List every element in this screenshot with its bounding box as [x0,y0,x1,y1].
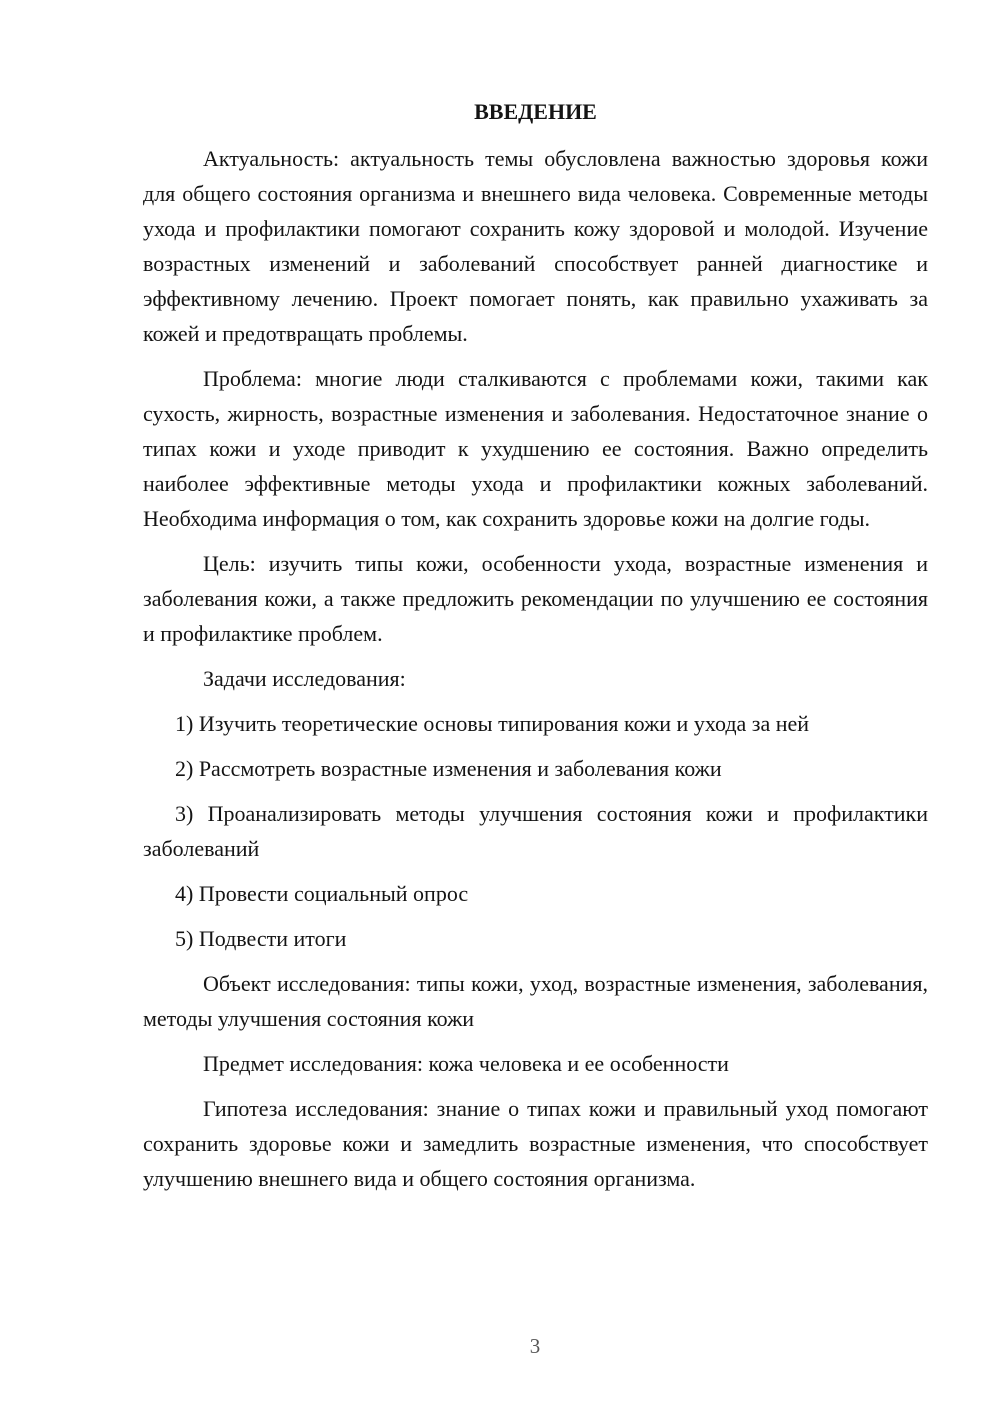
document-body [143,94,928,1206]
list-item: 3) Проанализировать методы улучшения состояния кожи и профилактики заболеваний [143,801,928,861]
list-item: 4) Провести социальный опрос [175,881,469,906]
list-item: 5) Подвести итоги [175,926,347,951]
list-item: 2) Рассмотреть возрастные изменения и заболевания кожи [175,756,722,781]
page-number: 3 [529,1334,541,1358]
paragraph-subject: Предмет исследования: кожа человека и ее особенности [203,1051,729,1076]
paragraph-tasks-heading: Задачи исследования: [203,666,406,691]
page-title: ВВЕДЕНИЕ [474,99,597,124]
paragraph-hypothesis: Гипотеза исследования: знание о типах кожи и правильный уход помогают сохранить здоровье кожи и замедлить возрастные изменения, что способствует улучшению внешнего вида и общего состояния организма. [143,1096,928,1191]
paragraph-problem: Проблема: многие люди сталкиваются с проблемами кожи, такими как сухость, жирность, возрастные изменения и заболевания. Недостаточное знание о типах кожи и уходе приводит к ухудшению ее состояния. Важно определить наиболее эффективные методы ухода и профилактики кожных заболеваний. Необходима информация о том, как сохранить здоровье кожи на долгие годы. [143,366,928,531]
list-item: 1) Изучить теоретические основы типирования кожи и ухода за ней [175,711,810,736]
paragraph-relevance: Актуальность: актуальность темы обусловлена важностью здоровья кожи для общего состояния организма и внешнего вида человека. Современные методы ухода и профилактики помогают сохранить кожу здоровой и молодой. Изучение возрастных изменений и заболеваний способствует ранней диагностике и эффективному лечению. Проект помогает понять, как правильно ухаживать за кожей и предотвращать проблемы. [143,146,928,346]
paragraph-goal: Цель: изучить типы кожи, особенности ухода, возрастные изменения и заболевания кожи, а также предложить рекомендации по улучшению ее состояния и профилактике проблем. [143,551,928,646]
paragraph-object: Объект исследования: типы кожи, уход, возрастные изменения, заболевания, методы улучшения состояния кожи [143,971,928,1031]
